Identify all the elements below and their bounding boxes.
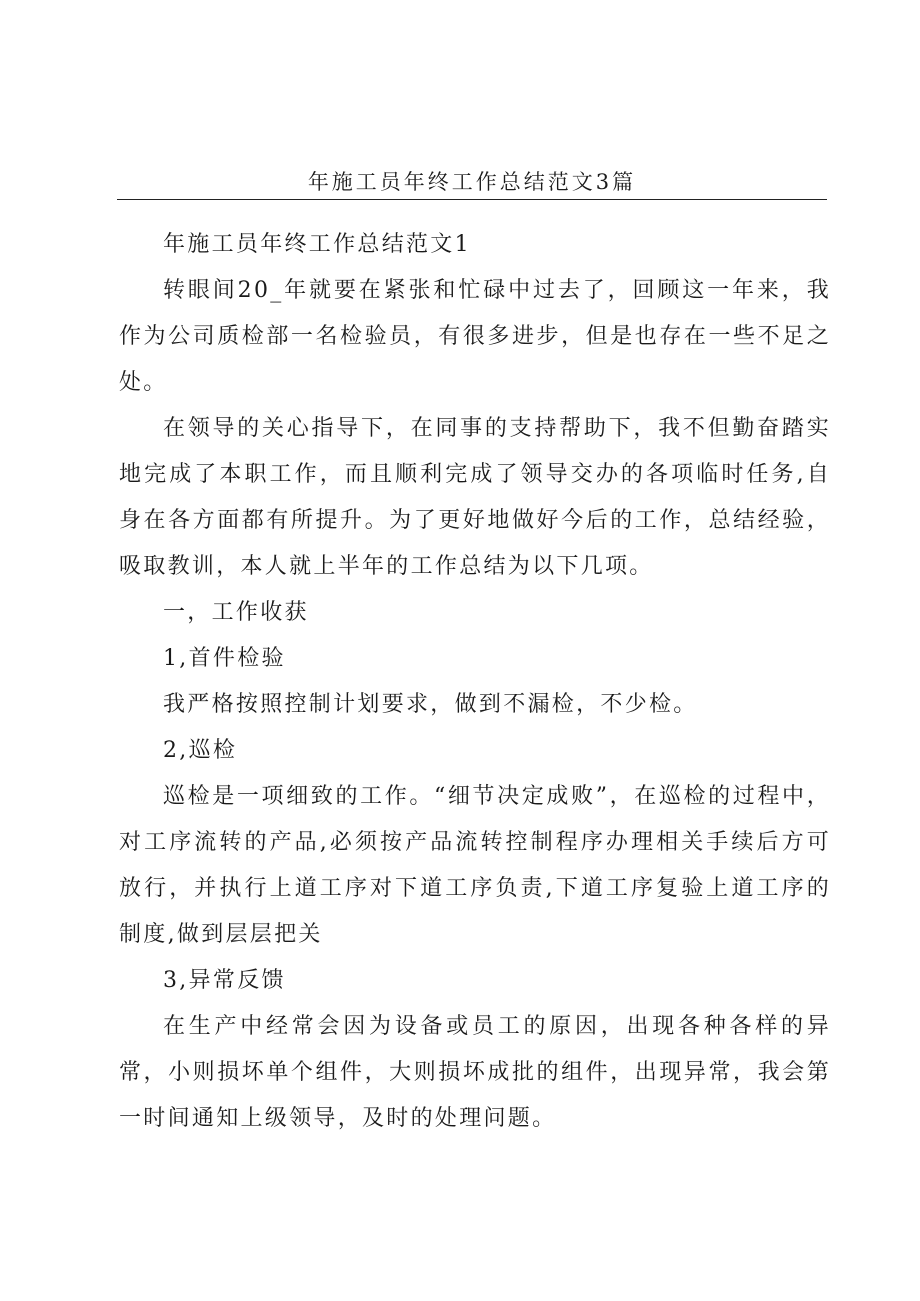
subsection-heading: 3,异常反馈 (163, 968, 286, 993)
paragraph: 我严格按照控制计划要求，做到不漏检，不少检。 (163, 692, 698, 717)
paragraph: 巡检是一项细致的工作。“细节决定成败”，在巡检的过程中，对工序流转的产品,必须按产品流转控制程序办理相关手续后方可放行，并执行上道工序对下道工序负责,下道工序复验上道工序的制度,做到层层把关 (119, 784, 831, 947)
document-body (119, 222, 831, 1142)
subsection-heading: 2,巡检 (163, 738, 238, 763)
section-heading: 年施工员年终工作总结范文1 (163, 232, 471, 257)
subsection-heading: 1,首件检验 (163, 646, 286, 671)
paragraph: 在领导的关心指导下，在同事的支持帮助下，我不但勤奋踏实地完成了本职工作，而且顺利完成了领导交办的各项临时任务,自身在各方面都有所提升。为了更好地做好今后的工作，总结经验，吸取教训，本人就上半年的工作总结为以下几项。 (119, 416, 831, 579)
paragraph: 转眼间20_年就要在紧张和忙碌中过去了，回顾这一年来，我作为公司质检部一名检验员，有很多进步，但是也存在一些不足之处。 (119, 278, 831, 395)
section-heading: 一，工作收获 (163, 600, 309, 625)
paragraph: 在生产中经常会因为设备或员工的原因，出现各种各样的异常，小则损坏单个组件，大则损坏成批的组件，出现异常，我会第一时间通知上级领导，及时的处理问题。 (119, 1014, 831, 1131)
document-title: 年施工员年终工作总结范文3篇 (307, 170, 637, 194)
title-underline (117, 199, 827, 200)
